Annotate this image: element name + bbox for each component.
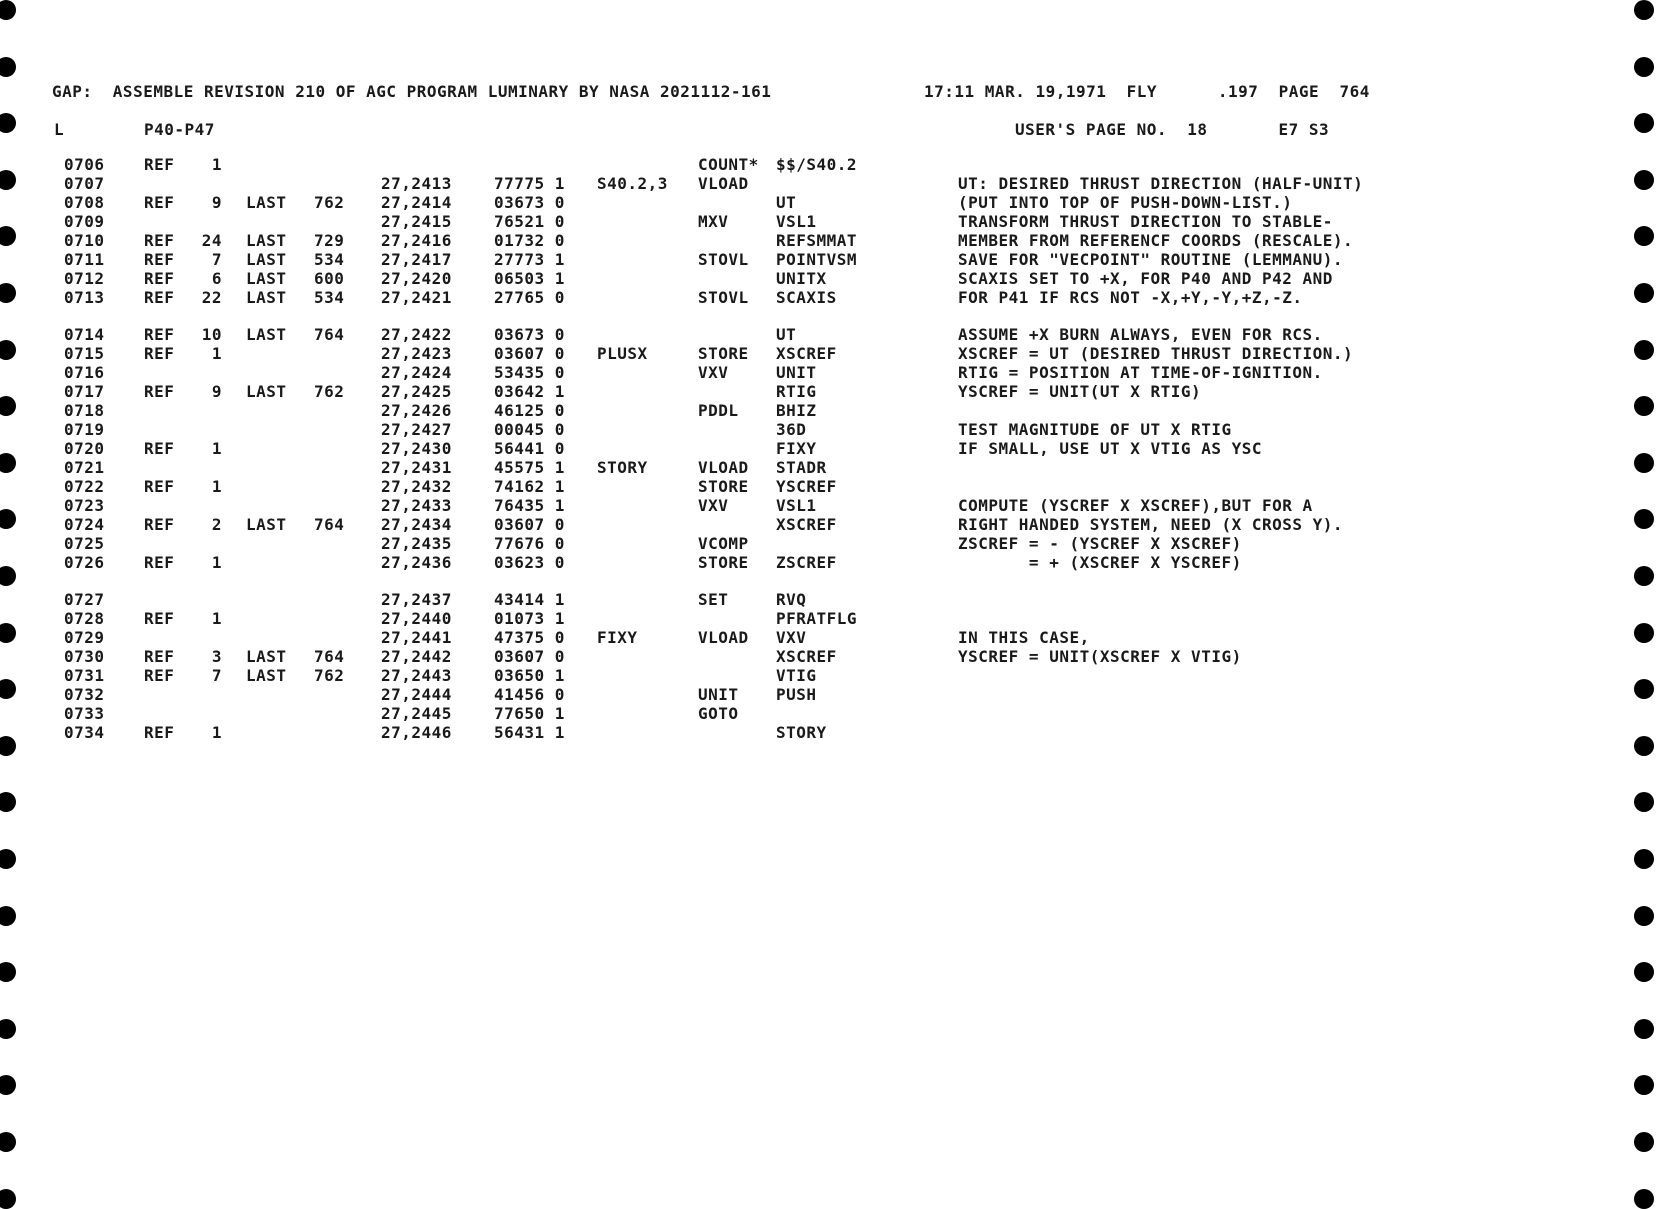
cell-no: 0714 [64, 325, 105, 344]
cell-n: 9 [211, 382, 222, 401]
cell-label: PLUSX [597, 344, 648, 363]
sprocket-hole [0, 1019, 16, 1039]
cell-comment: ASSUME +X BURN ALWAYS, EVEN FOR RCS. [958, 325, 1323, 344]
cell-n: 1 [211, 155, 222, 174]
cell-addr: 27,2435 [381, 534, 452, 553]
cell-ref: REF [144, 382, 175, 401]
cell-no: 0718 [64, 401, 105, 420]
cell-n: 10 [201, 325, 222, 344]
cell-page: 729 [314, 231, 345, 250]
cell-op: STORE [698, 553, 749, 572]
cell-page: 534 [314, 250, 345, 269]
cell-addr: 27,2444 [381, 685, 452, 704]
cell-op: STORE [698, 344, 749, 363]
sprocket-hole [1634, 226, 1654, 246]
cell-n: 1 [211, 553, 222, 572]
cell-comment: IN THIS CASE, [958, 628, 1090, 647]
cell-operand: PFRATFLG [776, 609, 858, 628]
cell-addr: 27,2443 [381, 666, 452, 685]
cell-last: LAST [246, 647, 287, 666]
sprocket-hole [0, 736, 16, 756]
cell-comment: RIGHT HANDED SYSTEM, NEED (X CROSS Y). [958, 515, 1344, 534]
cell-addr: 27,2446 [381, 723, 452, 742]
cell-word: 76521 0 [494, 212, 565, 231]
cell-no: 0723 [64, 496, 105, 515]
cell-comment: COMPUTE (YSCREF X XSCREF),BUT FOR A [958, 496, 1313, 515]
cell-operand: YSCREF [776, 477, 837, 496]
cell-operand: 36D [776, 420, 807, 439]
cell-comment: YSCREF = UNIT(XSCREF X VTIG) [958, 647, 1242, 666]
cell-op: MXV [698, 212, 729, 231]
cell-operand: BHIZ [776, 401, 817, 420]
sprocket-hole [0, 226, 16, 246]
cell-label: FIXY [597, 628, 638, 647]
sprocket-hole [0, 453, 16, 473]
cell-operand: VSL1 [776, 212, 817, 231]
cell-ref: REF [144, 609, 175, 628]
sprocket-hole [1634, 170, 1654, 190]
cell-addr: 27,2436 [381, 553, 452, 572]
cell-no: 0719 [64, 420, 105, 439]
cell-word: 43414 1 [494, 590, 565, 609]
cell-op: VCOMP [698, 534, 749, 553]
cell-op: COUNT* [698, 155, 759, 174]
cell-no: 0727 [64, 590, 105, 609]
cell-no: 0717 [64, 382, 105, 401]
cell-last: LAST [246, 288, 287, 307]
cell-last: LAST [246, 325, 287, 344]
cell-ref: REF [144, 193, 175, 212]
cell-word: 56441 0 [494, 439, 565, 458]
cell-addr: 27,2427 [381, 420, 452, 439]
sprocket-hole [0, 623, 16, 643]
cell-addr: 27,2431 [381, 458, 452, 477]
sprocket-hole [1634, 509, 1654, 529]
cell-no: 0726 [64, 553, 105, 572]
cell-operand: STADR [776, 458, 827, 477]
cell-n: 6 [211, 269, 222, 288]
cell-ref: REF [144, 723, 175, 742]
cell-no: 0722 [64, 477, 105, 496]
cell-word: 41456 0 [494, 685, 565, 704]
cell-op: VLOAD [698, 458, 749, 477]
cell-operand: POINTVSM [776, 250, 858, 269]
cell-addr: 27,2433 [381, 496, 452, 515]
sprocket-hole [0, 849, 16, 869]
cell-ref: REF [144, 155, 175, 174]
sprocket-hole [0, 906, 16, 926]
cell-word: 01732 0 [494, 231, 565, 250]
cell-operand: STORY [776, 723, 827, 742]
cell-last: LAST [246, 666, 287, 685]
cell-page: 534 [314, 288, 345, 307]
cell-no: 0730 [64, 647, 105, 666]
cell-operand: UNIT [776, 363, 817, 382]
cell-operand: RTIG [776, 382, 817, 401]
cell-addr: 27,2424 [381, 363, 452, 382]
cell-operand: SCAXIS [776, 288, 837, 307]
cell-no: 0731 [64, 666, 105, 685]
sprocket-hole [1634, 340, 1654, 360]
sprocket-hole [1634, 1075, 1654, 1095]
cell-word: 77775 1 [494, 174, 565, 193]
cell-addr: 27,2437 [381, 590, 452, 609]
cell-word: 03650 1 [494, 666, 565, 685]
cell-no: 0728 [64, 609, 105, 628]
cell-last: LAST [246, 193, 287, 212]
cell-last: LAST [246, 231, 287, 250]
cell-page: 764 [314, 325, 345, 344]
cell-n: 1 [211, 609, 222, 628]
sprocket-hole [1634, 566, 1654, 586]
cell-op: VXV [698, 363, 729, 382]
cell-word: 03607 0 [494, 344, 565, 363]
cell-n: 9 [211, 193, 222, 212]
cell-operand: VSL1 [776, 496, 817, 515]
sprocket-hole [1634, 113, 1654, 133]
cell-no: 0724 [64, 515, 105, 534]
sprocket-hole [1634, 1019, 1654, 1039]
cell-n: 1 [211, 477, 222, 496]
cell-no: 0707 [64, 174, 105, 193]
cell-label: S40.2,3 [597, 174, 668, 193]
cell-comment: ZSCREF = - (YSCREF X XSCREF) [958, 534, 1242, 553]
cell-n: 1 [211, 439, 222, 458]
cell-operand: REFSMMAT [776, 231, 858, 250]
cell-word: 27773 1 [494, 250, 565, 269]
cell-addr: 27,2420 [381, 269, 452, 288]
cell-no: 0734 [64, 723, 105, 742]
cell-addr: 27,2423 [381, 344, 452, 363]
cell-word: 45575 1 [494, 458, 565, 477]
sprocket-hole [1634, 1132, 1654, 1152]
cell-n: 3 [211, 647, 222, 666]
cell-addr: 27,2426 [381, 401, 452, 420]
cell-operand: VXV [776, 628, 807, 647]
cell-n: 1 [211, 723, 222, 742]
sprocket-hole [0, 679, 16, 699]
sprocket-hole [0, 0, 16, 20]
cell-n: 2 [211, 515, 222, 534]
cell-addr: 27,2430 [381, 439, 452, 458]
cell-no: 0715 [64, 344, 105, 363]
cell-no: 0710 [64, 231, 105, 250]
sprocket-hole [1634, 1189, 1654, 1209]
cell-operand: ZSCREF [776, 553, 837, 572]
cell-operand: XSCREF [776, 647, 837, 666]
sprocket-hole [1634, 679, 1654, 699]
sprocket-hole [1634, 849, 1654, 869]
header-title: GAP: ASSEMBLE REVISION 210 OF AGC PROGRAM LUMINARY BY NASA 2021112-161 [52, 82, 772, 101]
cell-operand: PUSH [776, 685, 817, 704]
header-timestamp: 17:11 MAR. 19,1971 FLY .197 PAGE 764 [924, 82, 1370, 101]
cell-no: 0712 [64, 269, 105, 288]
cell-comment: RTIG = POSITION AT TIME-OF-IGNITION. [958, 363, 1323, 382]
cell-addr: 27,2440 [381, 609, 452, 628]
sprocket-hole [0, 962, 16, 982]
sprocket-hole [1634, 0, 1654, 20]
cell-op: UNIT [698, 685, 739, 704]
cell-operand: XSCREF [776, 344, 837, 363]
sprocket-hole [1634, 396, 1654, 416]
cell-comment: UT: DESIRED THRUST DIRECTION (HALF-UNIT) [958, 174, 1364, 193]
cell-word: 01073 1 [494, 609, 565, 628]
sprocket-hole [1634, 57, 1654, 77]
cell-addr: 27,2422 [381, 325, 452, 344]
sprocket-hole [0, 1132, 16, 1152]
sprocket-hole [1634, 623, 1654, 643]
cell-addr: 27,2417 [381, 250, 452, 269]
cell-word: 56431 1 [494, 723, 565, 742]
cell-page: 762 [314, 193, 345, 212]
cell-op: STOVL [698, 288, 749, 307]
cell-word: 47375 0 [494, 628, 565, 647]
sprocket-hole [1634, 792, 1654, 812]
cell-comment: MEMBER FROM REFERENCF COORDS (RESCALE). [958, 231, 1354, 250]
cell-no: 0721 [64, 458, 105, 477]
sprocket-hole [0, 396, 16, 416]
cell-ref: REF [144, 647, 175, 666]
cell-n: 7 [211, 666, 222, 685]
sprocket-hole [0, 792, 16, 812]
cell-page: 764 [314, 515, 345, 534]
cell-word: 03607 0 [494, 647, 565, 666]
cell-comment: XSCREF = UT (DESIRED THRUST DIRECTION.) [958, 344, 1354, 363]
cell-ref: REF [144, 288, 175, 307]
cell-word: 03623 0 [494, 553, 565, 572]
cell-op: STORE [698, 477, 749, 496]
cell-no: 0713 [64, 288, 105, 307]
cell-last: LAST [246, 269, 287, 288]
cell-word: 46125 0 [494, 401, 565, 420]
sprocket-hole [0, 509, 16, 529]
cell-op: SET [698, 590, 729, 609]
cell-operand: RVQ [776, 590, 807, 609]
cell-page: 762 [314, 382, 345, 401]
cell-addr: 27,2416 [381, 231, 452, 250]
cell-op: STOVL [698, 250, 749, 269]
cell-comment: IF SMALL, USE UT X VTIG AS YSC [958, 439, 1262, 458]
header-user-page: USER'S PAGE NO. 18 E7 S3 [1015, 120, 1330, 139]
cell-n: 7 [211, 250, 222, 269]
cell-op: GOTO [698, 704, 739, 723]
cell-word: 06503 1 [494, 269, 565, 288]
cell-word: 03607 0 [494, 515, 565, 534]
cell-addr: 27,2432 [381, 477, 452, 496]
sprocket-hole [0, 283, 16, 303]
cell-page: 764 [314, 647, 345, 666]
cell-comment: FOR P41 IF RCS NOT -X,+Y,-Y,+Z,-Z. [958, 288, 1303, 307]
cell-op: VLOAD [698, 628, 749, 647]
cell-operand: UT [776, 325, 797, 344]
cell-ref: REF [144, 666, 175, 685]
cell-no: 0709 [64, 212, 105, 231]
cell-operand: VTIG [776, 666, 817, 685]
cell-comment: = + (XSCREF X YSCREF) [958, 553, 1242, 572]
cell-no: 0732 [64, 685, 105, 704]
cell-comment: SCAXIS SET TO +X, FOR P40 AND P42 AND [958, 269, 1333, 288]
sprocket-hole [0, 113, 16, 133]
cell-last: LAST [246, 515, 287, 534]
cell-ref: REF [144, 439, 175, 458]
sprocket-hole [0, 170, 16, 190]
cell-word: 77676 0 [494, 534, 565, 553]
cell-word: 77650 1 [494, 704, 565, 723]
cell-ref: REF [144, 325, 175, 344]
cell-word: 76435 1 [494, 496, 565, 515]
cell-word: 74162 1 [494, 477, 565, 496]
cell-label: STORY [597, 458, 648, 477]
header-flag: L [54, 120, 65, 139]
cell-addr: 27,2445 [381, 704, 452, 723]
cell-no: 0720 [64, 439, 105, 458]
cell-page: 762 [314, 666, 345, 685]
cell-ref: REF [144, 269, 175, 288]
sprocket-hole [0, 57, 16, 77]
sprocket-hole [1634, 736, 1654, 756]
cell-no: 0729 [64, 628, 105, 647]
cell-no: 0725 [64, 534, 105, 553]
cell-addr: 27,2413 [381, 174, 452, 193]
cell-op: VLOAD [698, 174, 749, 193]
sprocket-hole [1634, 283, 1654, 303]
cell-comment: TEST MAGNITUDE OF UT X RTIG [958, 420, 1232, 439]
sprocket-hole [0, 1075, 16, 1095]
cell-addr: 27,2414 [381, 193, 452, 212]
cell-last: LAST [246, 382, 287, 401]
cell-no: 0716 [64, 363, 105, 382]
cell-ref: REF [144, 344, 175, 363]
cell-ref: REF [144, 515, 175, 534]
cell-n: 22 [201, 288, 222, 307]
cell-op: PDDL [698, 401, 739, 420]
cell-comment: SAVE FOR "VECPOINT" ROUTINE (LEMMANU). [958, 250, 1344, 269]
cell-addr: 27,2434 [381, 515, 452, 534]
cell-word: 00045 0 [494, 420, 565, 439]
cell-ref: REF [144, 553, 175, 572]
cell-no: 0733 [64, 704, 105, 723]
cell-operand: UNITX [776, 269, 827, 288]
cell-ref: REF [144, 250, 175, 269]
cell-no: 0711 [64, 250, 105, 269]
cell-comment: YSCREF = UNIT(UT X RTIG) [958, 382, 1202, 401]
cell-operand: $$/S40.2 [776, 155, 858, 174]
cell-n: 1 [211, 344, 222, 363]
cell-operand: XSCREF [776, 515, 837, 534]
cell-addr: 27,2421 [381, 288, 452, 307]
sprocket-hole [0, 340, 16, 360]
cell-operand: UT [776, 193, 797, 212]
cell-last: LAST [246, 250, 287, 269]
cell-word: 27765 0 [494, 288, 565, 307]
cell-word: 03673 0 [494, 325, 565, 344]
cell-no: 0706 [64, 155, 105, 174]
cell-addr: 27,2415 [381, 212, 452, 231]
header-section: P40-P47 [144, 120, 215, 139]
cell-addr: 27,2441 [381, 628, 452, 647]
cell-word: 03673 0 [494, 193, 565, 212]
cell-comment: TRANSFORM THRUST DIRECTION TO STABLE- [958, 212, 1333, 231]
cell-page: 600 [314, 269, 345, 288]
cell-ref: REF [144, 477, 175, 496]
cell-n: 24 [201, 231, 222, 250]
cell-ref: REF [144, 231, 175, 250]
sprocket-hole [1634, 962, 1654, 982]
cell-word: 53435 0 [494, 363, 565, 382]
cell-word: 03642 1 [494, 382, 565, 401]
cell-operand: FIXY [776, 439, 817, 458]
cell-no: 0708 [64, 193, 105, 212]
sprocket-hole [0, 566, 16, 586]
cell-addr: 27,2425 [381, 382, 452, 401]
sprocket-hole [0, 1189, 16, 1209]
cell-comment: (PUT INTO TOP OF PUSH-DOWN-LIST.) [958, 193, 1293, 212]
cell-addr: 27,2442 [381, 647, 452, 666]
sprocket-hole [1634, 906, 1654, 926]
sprocket-hole [1634, 453, 1654, 473]
cell-op: VXV [698, 496, 729, 515]
